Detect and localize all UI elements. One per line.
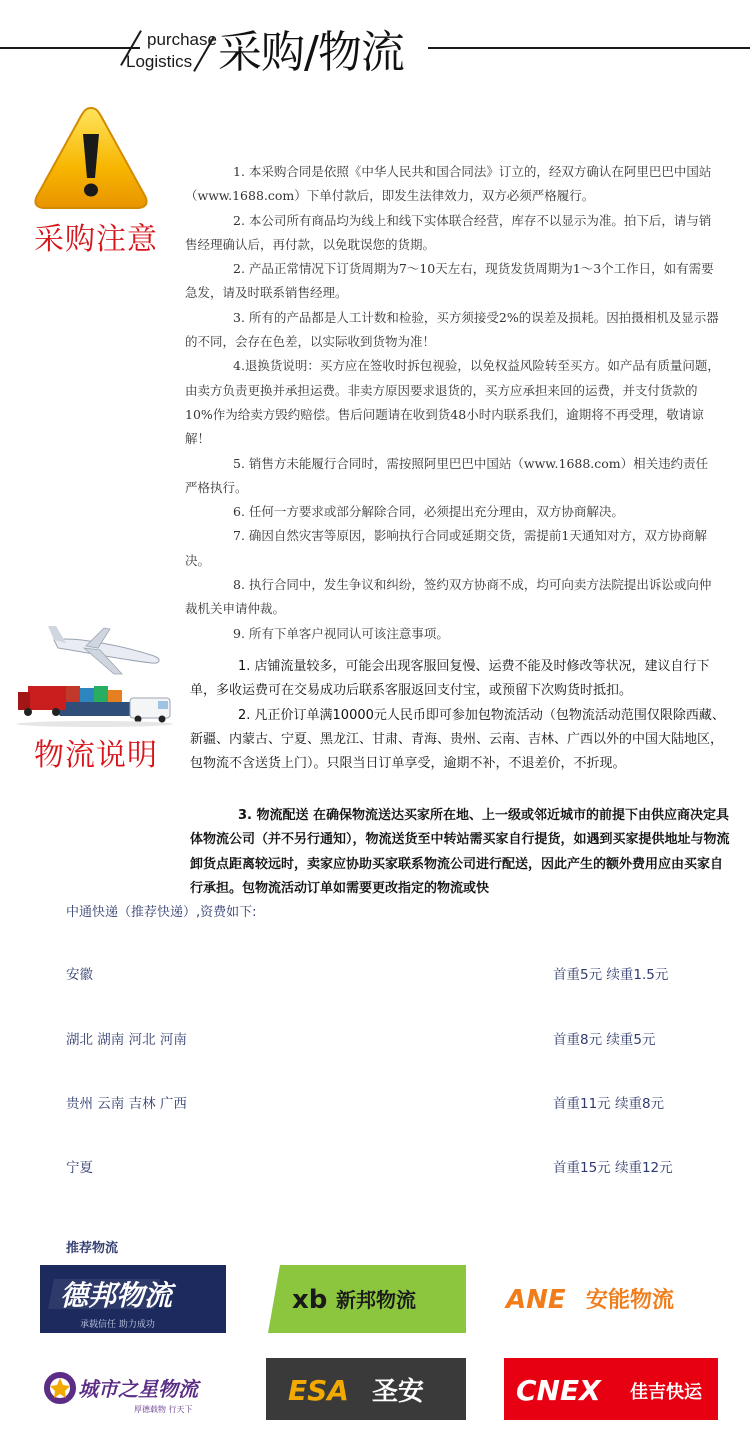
airplane-icon [48, 626, 159, 674]
logo-ane-mark: ANE [506, 1285, 566, 1315]
logo-deppon-name: 德邦物流 [60, 1279, 173, 1312]
logistics-notice-list [190, 655, 730, 776]
rate-price: 首重8元 续重5元 [553, 1032, 656, 1048]
logo-deppon-slogan: 承载信任 助力成功 [80, 1320, 155, 1330]
header-rule-left [0, 47, 140, 49]
purchase-notice-item: 4.退换货说明：买方应在签收时拆包视验，以免权益风险转至买方。如产品有质量问题，由卖方负责更换并承担运费。非卖方原因要求退货的，买方应承担来回的运费，并支付货款的10%作为给卖方毁约赔偿。售后问题请在收到货48小时内联系我们，逾期将不再受理，敬请谅解！ [185, 358, 720, 447]
logo-xinbang-mark: xb [292, 1285, 328, 1315]
logo-deppon[interactable] [40, 1265, 226, 1333]
rate-region: 湖北 湖南 河北 河南 [66, 1032, 187, 1048]
rate-region: 贵州 云南 吉林 广西 [66, 1096, 187, 1112]
logistics-notice-title: 物流说明 [34, 738, 158, 773]
header-rule-right [428, 47, 750, 49]
header-en-logistics: Logistics [126, 52, 193, 71]
shipping-rate-title: 中通快递（推荐快递）,资费如下: [66, 905, 257, 920]
header-en-purchase: purchase [147, 30, 217, 49]
logistics-notice-item: 1. 店铺流量较多，可能会出现客服回复慢、运费不能及时修改等状况，建议自行下单，多收运费可在交易成功后联系客服返回支付宝，或预留下次购货时抵扣。 [190, 659, 710, 699]
rate-region: 安徽 [66, 967, 93, 983]
rate-price: 首重11元 续重8元 [553, 1096, 665, 1112]
logo-city-star-slogan: 厚德载物 行天下 [134, 1405, 193, 1414]
logo-city-star[interactable] [40, 1360, 230, 1420]
purchase-notice-item: 7. 确因自然灾害等原因，影响执行合同或延期交货，需提前1天通知对方，双方协商解决。 [185, 528, 707, 568]
purchase-notice-item: 6. 任何一方要求或部分解除合同，必须提出充分理由，双方协商解决。 [233, 504, 624, 520]
warning-triangle-icon [32, 104, 150, 212]
purchase-notice-title: 采购注意 [34, 222, 158, 257]
purchase-notice-list [185, 160, 720, 646]
logo-cnex-name: 佳吉快运 [630, 1382, 702, 1403]
purchase-notice-item: 1. 本采购合同是依照《中华人民共和国合同法》订立的，经双方确认在阿里巴巴中国站（www.1688.com）下单付款后，即发生法律效力，双方必须严格履行。 [185, 164, 712, 204]
logo-xinbang-name: 新邦物流 [336, 1288, 416, 1312]
logo-sheng-an-name: 圣安 [372, 1377, 425, 1407]
logo-cnex[interactable] [504, 1358, 718, 1420]
logo-xinbang[interactable] [268, 1265, 466, 1333]
logo-cnex-mark: CNEX [516, 1374, 601, 1407]
purchase-notice-item: 9. 所有下单客户视同认可该注意事项。 [233, 625, 449, 641]
logistics-notice-delivery [190, 804, 730, 897]
logo-ane-name: 安能物流 [586, 1288, 675, 1313]
rate-price: 首重15元 续重12元 [553, 1160, 673, 1176]
logistics-notice-item: 3. 物流配送 在确保物流送达买家所在地、上一级或邻近城市的前提下由供应商决定具体物流公司（并不另行通知），物流送货至中转站需买家自行提货，如遇到买家提供地址与物流卸货点距离较远时，卖家应协助买家联系物流公司进行配送，因此产生的额外费用应由买家自行承担。包物流活动订单如需要更改指定的物流或快 [190, 808, 730, 896]
rate-price: 首重5元 续重1.5元 [553, 967, 669, 983]
purchase-notice-item: 5. 销售方未能履行合同时，需按照阿里巴巴中国站（www.1688.com）相关违约责任严格执行。 [185, 455, 709, 495]
logo-city-star-name: 城市之星物流 [78, 1377, 198, 1401]
purchase-notice-item: 2. 产品正常情况下订货周期为7～10天左右，现货发货周期为1～3个工作日，如有需要急发，请及时联系销售经理。 [185, 261, 714, 301]
recommended-logistics-title: 推荐物流 [66, 1241, 119, 1256]
purchase-notice-item: 8. 执行合同中，发生争议和纠纷，签约双方协商不成，均可向卖方法院提出诉讼或向仲裁机关申请仲裁。 [185, 577, 712, 617]
page-title: 采购/物流 [218, 27, 404, 78]
purchase-notice-item: 3. 所有的产品都是人工计数和检验，买方须接受2%的误差及损耗。因拍摄相机及显示器的不同，会存在色差，以实际收到货物为准！ [185, 309, 719, 350]
logo-sheng-an[interactable] [266, 1358, 466, 1420]
logistics-notice-item: 2. 凡正价订单满10000元人民币即可参加包物流活动（包物流活动范围仅限除西藏、新疆、内蒙古、宁夏、黑龙江、甘肃、青海、贵州、云南、吉林、广西以外的中国大陆地区，包物流不含送货上门）。只限当日订单享受，逾期不补，不退差价，不折现。 [190, 707, 725, 772]
purchase-notice-item: 2. 本公司所有商品均为线上和线下实体联合经营，库存不以显示为准。拍下后，请与销售经理确认后，再付款，以免耽误您的货期。 [185, 212, 712, 252]
rate-region: 宁夏 [66, 1160, 93, 1176]
logo-sheng-an-mark: ESA [288, 1374, 349, 1407]
logistics-transport-image [14, 616, 176, 728]
logo-ane[interactable] [500, 1265, 716, 1333]
